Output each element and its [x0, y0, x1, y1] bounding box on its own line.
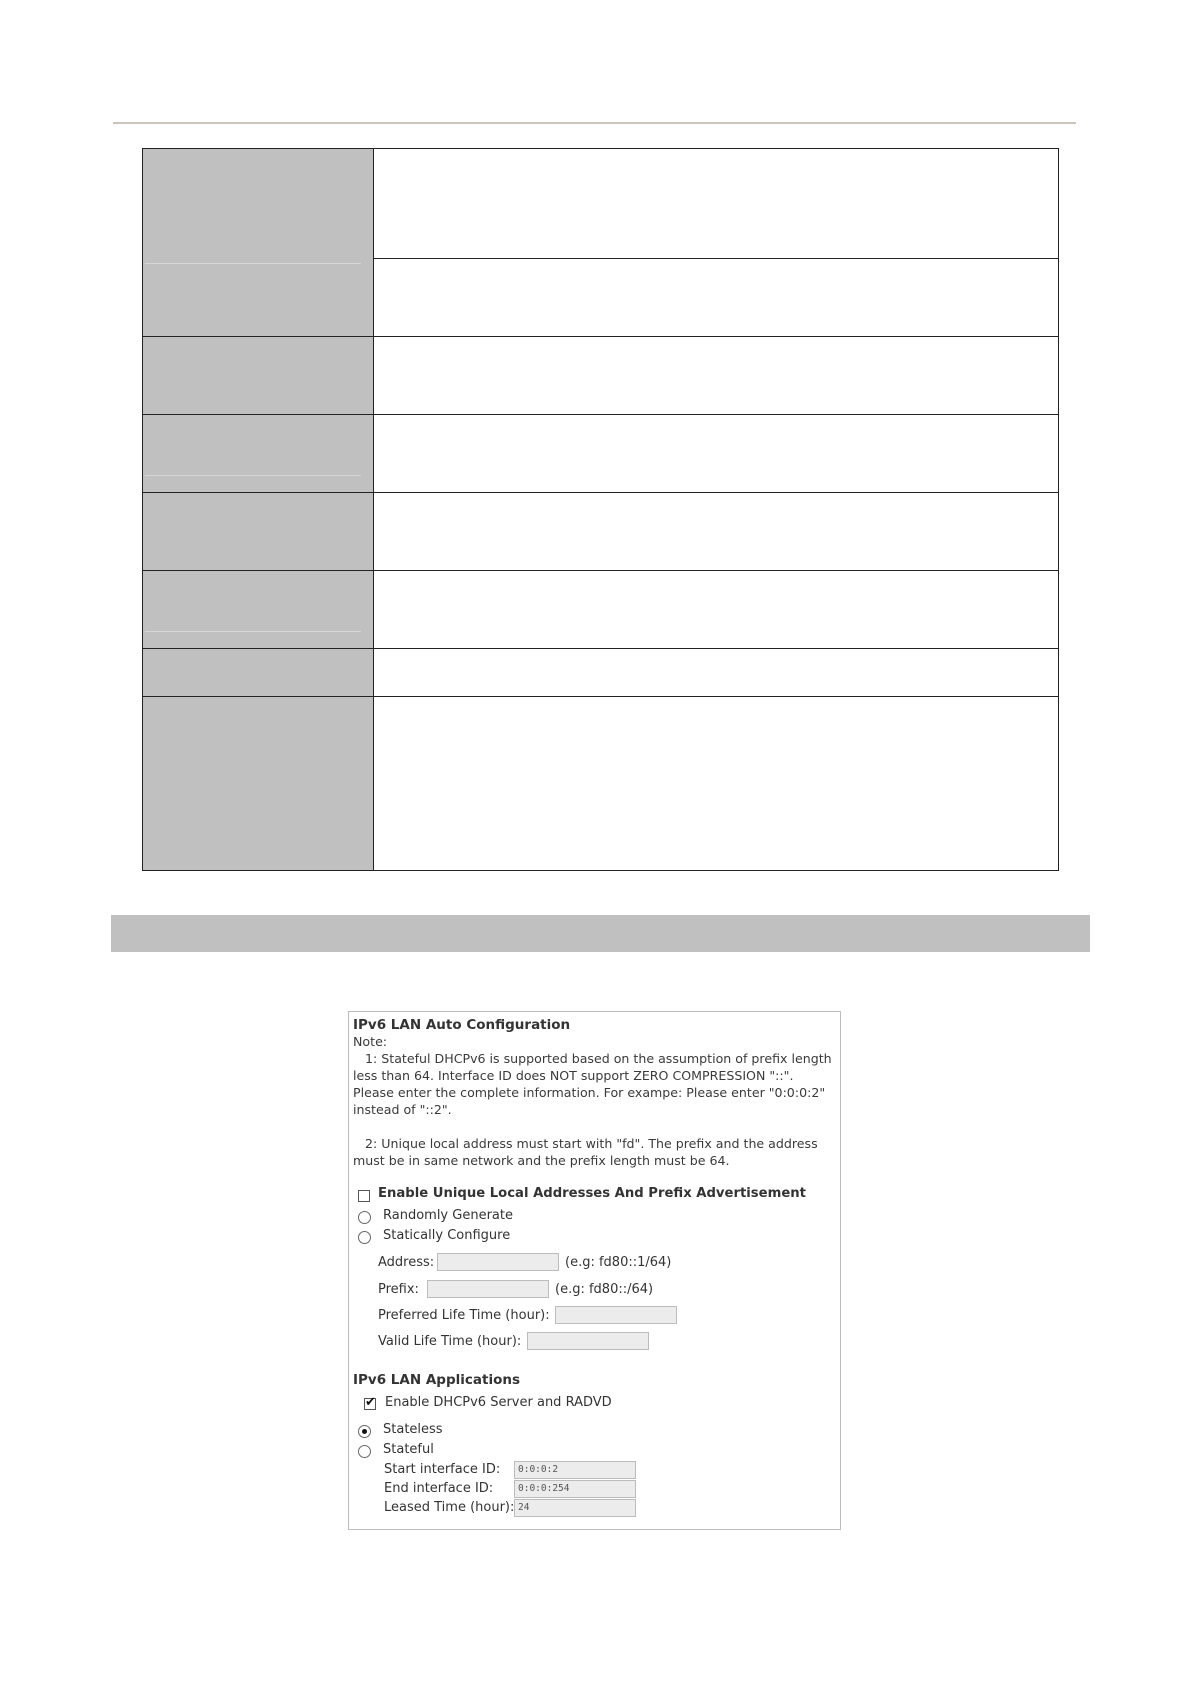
radio-selected-dot: [362, 1429, 367, 1434]
end-id-label: End interface ID:: [384, 1481, 494, 1496]
cell-divider: [145, 475, 361, 476]
applications-title: IPv6 LAN Applications: [353, 1372, 521, 1388]
table-desc-cell: [374, 415, 1059, 493]
prefix-input[interactable]: [427, 1280, 549, 1298]
leased-time-input[interactable]: 24: [514, 1499, 636, 1517]
ula-checkbox[interactable]: [358, 1190, 370, 1202]
check-mark-icon: ✔: [365, 1395, 376, 1410]
radio-stateful[interactable]: [358, 1445, 371, 1458]
preferred-life-label: Preferred Life Time (hour):: [378, 1308, 550, 1323]
table-desc-cell: [374, 649, 1059, 697]
address-input[interactable]: [437, 1253, 559, 1271]
radio-random-label: Randomly Generate: [383, 1208, 513, 1223]
dhcpv6-checkbox-label: Enable DHCPv6 Server and RADVD: [385, 1395, 612, 1410]
start-id-label: Start interface ID:: [384, 1462, 501, 1477]
table-desc-cell: [374, 259, 1059, 337]
radio-stateless[interactable]: [358, 1425, 371, 1438]
address-hint: (e.g: fd80::1/64): [565, 1255, 672, 1270]
section-heading-bar: [111, 915, 1090, 952]
table-label-cell: [143, 697, 374, 871]
leased-time-label: Leased Time (hour):: [384, 1500, 515, 1515]
valid-life-input[interactable]: [527, 1332, 649, 1350]
note-line: 1: Stateful DHCPv6 is supported based on the assumption of prefix length: [353, 1051, 832, 1066]
auto-config-title: IPv6 LAN Auto Configuration: [353, 1017, 571, 1033]
parameter-table: [142, 148, 1059, 871]
table-desc-cell: [374, 337, 1059, 415]
start-id-input[interactable]: 0:0:0:2: [514, 1461, 636, 1479]
prefix-label: Prefix:: [378, 1282, 419, 1297]
ipv6-lan-config-panel: [348, 1011, 841, 1530]
table-label-cell: [143, 571, 374, 649]
table-desc-cell: [374, 493, 1059, 571]
end-id-input[interactable]: 0:0:0:254: [514, 1480, 636, 1498]
table-label-cell: [143, 415, 374, 493]
table-label-cell: [143, 649, 374, 697]
header-rule: [113, 122, 1076, 124]
ula-checkbox-label: Enable Unique Local Addresses And Prefix Advertisement: [378, 1186, 806, 1201]
note-line: must be in same network and the prefix length must be 64.: [353, 1153, 730, 1168]
radio-static-label: Statically Configure: [383, 1228, 511, 1243]
cell-divider: [145, 631, 361, 632]
radio-stateful-label: Stateful: [383, 1442, 434, 1457]
prefix-hint: (e.g: fd80::/64): [555, 1282, 654, 1297]
table-desc-cell: [374, 571, 1059, 649]
table-label-cell: [143, 337, 374, 415]
radio-statically-configure[interactable]: [358, 1231, 371, 1244]
table-label-cell: [143, 493, 374, 571]
table-desc-cell: [374, 697, 1059, 871]
address-label: Address:: [378, 1255, 435, 1270]
note-line: less than 64. Interface ID does NOT support ZERO COMPRESSION "::".: [353, 1068, 794, 1083]
radio-randomly-generate[interactable]: [358, 1211, 371, 1224]
table-label-cell: [143, 149, 374, 337]
note-label: Note:: [353, 1034, 388, 1049]
note-line: 2: Unique local address must start with "fd". The prefix and the address: [353, 1136, 818, 1151]
cell-divider: [145, 263, 361, 264]
dhcpv6-checkbox[interactable]: [364, 1395, 376, 1410]
radio-stateless-label: Stateless: [383, 1422, 443, 1437]
table-desc-cell: [374, 149, 1059, 259]
valid-life-label: Valid Life Time (hour):: [378, 1334, 522, 1349]
preferred-life-input[interactable]: [555, 1306, 677, 1324]
note-line: instead of "::2".: [353, 1102, 452, 1117]
note-line: Please enter the complete information. For exampe: Please enter "0:0:0:2": [353, 1085, 826, 1100]
